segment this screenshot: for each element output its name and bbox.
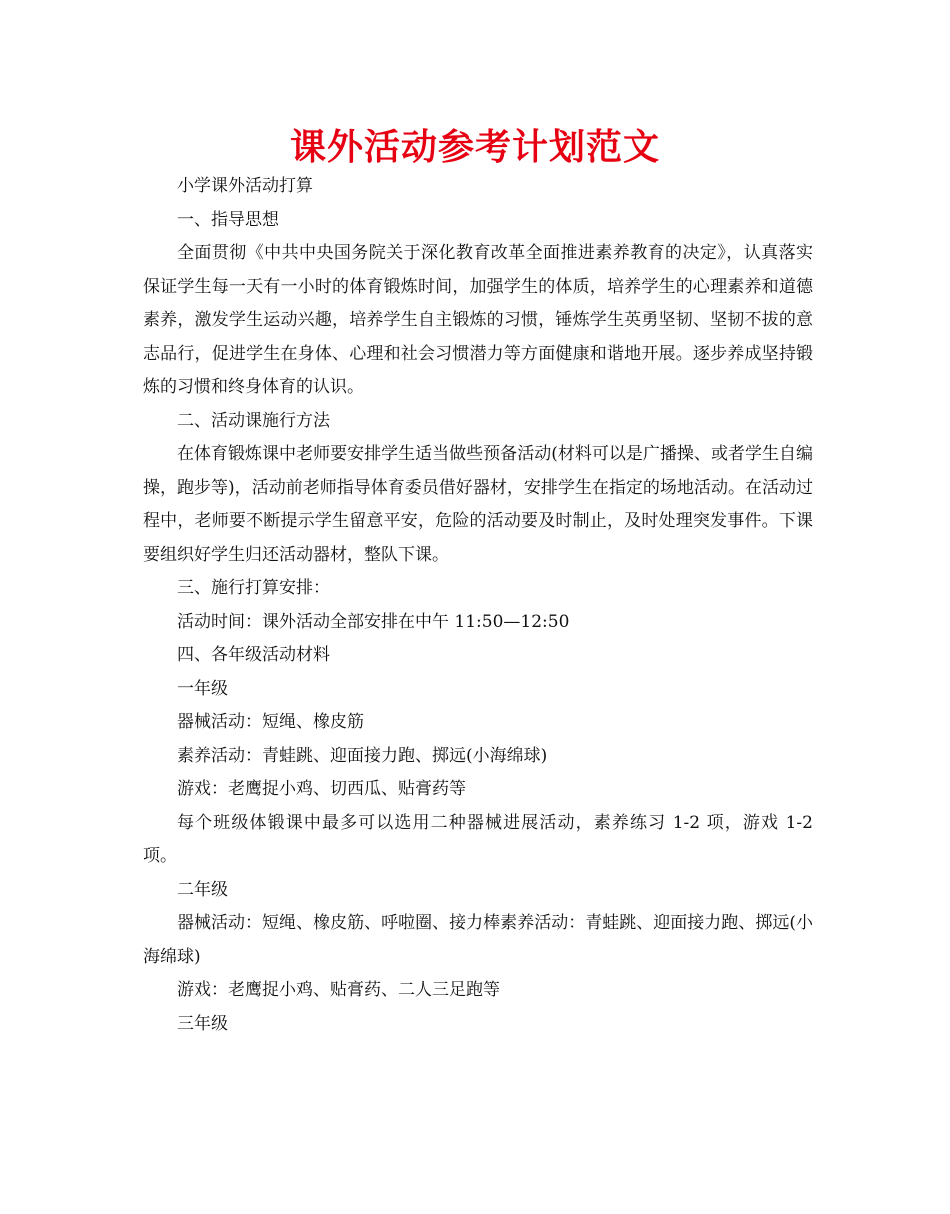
grade-two-games: 游戏：老鹰捉小鸡、贴膏药、二人三足跑等 bbox=[177, 980, 500, 1000]
section-heading-implementation-method: 二、活动课施行方法 bbox=[177, 410, 330, 431]
paragraph-implementation-method: 在体育锻炼课中老师要安排学生适当做些预备活动(材料可以是广播操、或者学生自编操，跑步等)，活动前老师指导体育委员借好器材，安排学生在指定的场地活动。在活动过程中，老师要不断提示学生留意平安，危险的活动要及时制止，及时处理突发事件。下课要组织好学生归还活动器材，整队下课。 bbox=[143, 444, 813, 565]
paragraph-subtitle: 小学课外活动打算 bbox=[177, 176, 313, 196]
section-heading-grade-materials: 四、各年级活动材料 bbox=[177, 645, 330, 665]
document-body bbox=[143, 170, 813, 1041]
grade-three-heading: 三年级 bbox=[177, 1013, 228, 1034]
grade-two-heading: 二年级 bbox=[177, 879, 228, 900]
grade-two-equipment: 器械活动：短绳、橡皮筋、呼啦圈、接力棒素养活动：青蛙跳、迎面接力跑、掷远(小海绵球) bbox=[143, 913, 813, 967]
section-heading-schedule: 三、施行打算安排： bbox=[177, 578, 330, 598]
grade-one-fitness: 素养活动：青蛙跳、迎面接力跑、掷远(小海绵球) bbox=[177, 745, 548, 766]
grade-one-equipment: 器械活动：短绳、橡皮筋 bbox=[177, 712, 364, 732]
grade-one-games: 游戏：老鹰捉小鸡、切西瓜、贴膏药等 bbox=[177, 779, 466, 799]
section-heading-guiding-ideology: 一、指导思想 bbox=[177, 209, 279, 230]
grade-one-rules: 每个班级体锻课中最多可以选用二种器械进展活动，素养练习 1-2 项，游戏 1-2 项。 bbox=[143, 812, 813, 866]
grade-one-heading: 一年级 bbox=[177, 678, 228, 699]
paragraph-activity-time: 活动时间：课外活动全部安排在中午 11:50—12:50 bbox=[177, 611, 570, 632]
paragraph-guiding-ideology: 全面贯彻《中共中央国务院关于深化教育改革全面推进素养教育的决定》，认真落实保证学生每一天有一小时的体育锻炼时间，加强学生的体质，培养学生的心理素养和道德素养，激发学生运动兴趣，培养学生自主锻炼的习惯，锤炼学生英勇坚韧、坚韧不拔的意志品行，促进学生在身体、心理和社会习惯潜力等方面健康和谐地开展。逐步养成坚持锻炼的习惯和终身体育的认识。 bbox=[143, 243, 813, 397]
document-title: 课外活动参考计划范文 bbox=[289, 127, 660, 168]
